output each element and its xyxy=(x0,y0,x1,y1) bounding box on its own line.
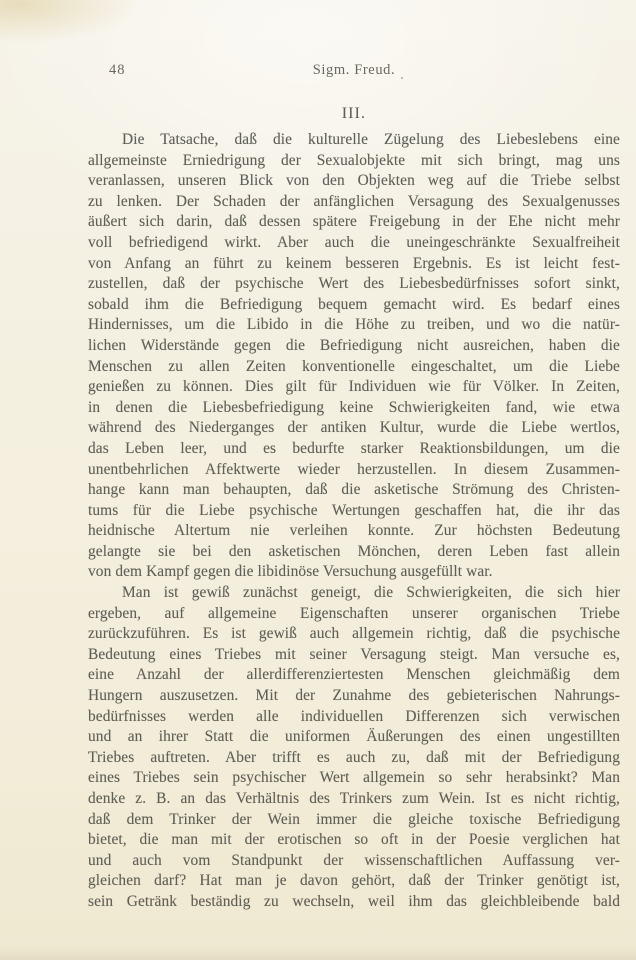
text-line: in denen die Liebesbefriedigung keine Schwierigkeiten fand, wie etwa xyxy=(88,398,620,416)
text-line: unentbehrlichen Affektwerte wieder herzustellen. In diesem Zusammen- xyxy=(88,460,620,478)
paragraph xyxy=(88,583,620,913)
text-line: äußert sich darin, daß dessen spätere Freigebung in der Ehe nicht mehr xyxy=(88,213,620,231)
text-line: hange kann man behaupten, daß die asketische Strömung des Christen- xyxy=(88,481,620,499)
text-line: Menschen zu allen Zeiten konventionelle eingeschaltet, um die Liebe xyxy=(88,357,620,375)
page-body xyxy=(88,130,620,913)
text-line: veranlassen, unseren Blick von den Objekten weg auf die Triebe selbst xyxy=(88,172,620,190)
section-heading: III. xyxy=(341,105,367,122)
text-line: daß dem Trinker der Wein immer die gleiche toxische Befriedigung xyxy=(88,810,620,828)
text-line: genießen zu können. Dies gilt für Individuen wie für Völker. In Zeiten, xyxy=(88,378,620,396)
text-line: allgemeinste Erniedrigung der Sexualobjekte mit sich bringt, mag uns xyxy=(88,151,620,169)
running-header: Sigm. Freud. xyxy=(312,62,396,78)
text-line: tums für die Liebe psychische Wertungen geschaffen hat, die ihr das xyxy=(88,501,620,519)
text-line: gelangte sie bei den asketischen Mönchen, deren Leben fast allein xyxy=(88,542,620,560)
text-line: und auch vom Standpunkt der wissenschaftlichen Auffassung ver- xyxy=(88,851,620,869)
text-line: Man ist gewiß zunächst geneigt, die Schwierigkeiten, die sich hier xyxy=(122,584,620,602)
text-line: von Anfang an führt zu keinem besseren Ergebnis. Es ist leicht fest- xyxy=(88,254,620,272)
text-line: gleichen darf? Hat man je davon gehört, daß der Trinker genötigt ist, xyxy=(88,872,620,890)
text-line: denke z. B. an das Verhältnis des Trinkers zum Wein. Ist es nicht richtig, xyxy=(88,790,620,807)
text-line: Triebes auftreten. Aber trifft es auch zu, daß mit der Befriedigung xyxy=(88,748,620,766)
running-header-row xyxy=(88,62,620,82)
text-line: bedürfnisses werden alle individuellen Differenzen sich verwischen xyxy=(88,707,620,725)
text-line: von dem Kampf gegen die libidinöse Versuchung ausgefüllt war. xyxy=(88,563,493,581)
text-line: Bedeutung eines Triebes mit seiner Versagung steigt. Man versuche es, xyxy=(88,645,620,663)
text-line: Hungern auszusetzen. Mit der Zunahme des gebieterischen Nahrungs- xyxy=(88,687,620,705)
page-number: 48 xyxy=(109,62,126,78)
text-line: das Leben leer, und es bedurfte starker Reaktionsbildungen, um die xyxy=(88,439,620,457)
text-line: zustellen, daß der psychische Wert des Liebesbedürfnisses sofort sinkt, xyxy=(88,275,620,293)
text-line: zu lenken. Der Schaden der anfänglichen Versagung des Sexualgenusses xyxy=(88,192,620,210)
text-line: heidnische Altertum nie verleihen konnte. Zur höchsten Bedeutung xyxy=(88,522,620,540)
paragraph xyxy=(88,130,620,583)
text-line: voll befriedigend wirkt. Aber auch die uneingeschränkte Sexualfreiheit xyxy=(88,233,620,251)
text-line: Die Tatsache, daß die kulturelle Zügelung des Liebeslebens eine xyxy=(122,131,620,148)
text-line: sobald ihm die Befriedigung bequem gemacht wird. Es bedarf eines xyxy=(88,295,620,313)
text-line: lichen Widerstände gegen die Befriedigung nicht ausreichen, haben die xyxy=(88,336,620,354)
text-line: und an ihrer Statt die uniformen Äußerungen des einen ungestillten xyxy=(88,728,620,746)
text-line: während des Niederganges der antiken Kultur, wurde die Liebe wertlos, xyxy=(88,419,620,437)
text-line: sein Getränk beständig zu wechseln, weil ihm das gleichbleibende bald xyxy=(88,892,620,910)
text-line: ergeben, auf allgemeine Eigenschaften unserer organischen Triebe xyxy=(88,604,620,622)
text-line: bietet, die man mit der erotischen so oft in der Poesie verglichen hat xyxy=(88,831,620,849)
text-line: Hindernisses, um die Libido in die Höhe zu treiben, und wo die natür- xyxy=(88,316,620,334)
text-line: zurückzuführen. Es ist gewiß auch allgemein richtig, daß die psychische xyxy=(88,625,620,643)
text-line: eine Anzahl der allerdifferenziertesten Menschen gleichmäßig dem xyxy=(88,666,620,684)
text-line: eines Triebes sein psychischer Wert allgemein so sehr herabsinkt? Man xyxy=(88,769,620,787)
